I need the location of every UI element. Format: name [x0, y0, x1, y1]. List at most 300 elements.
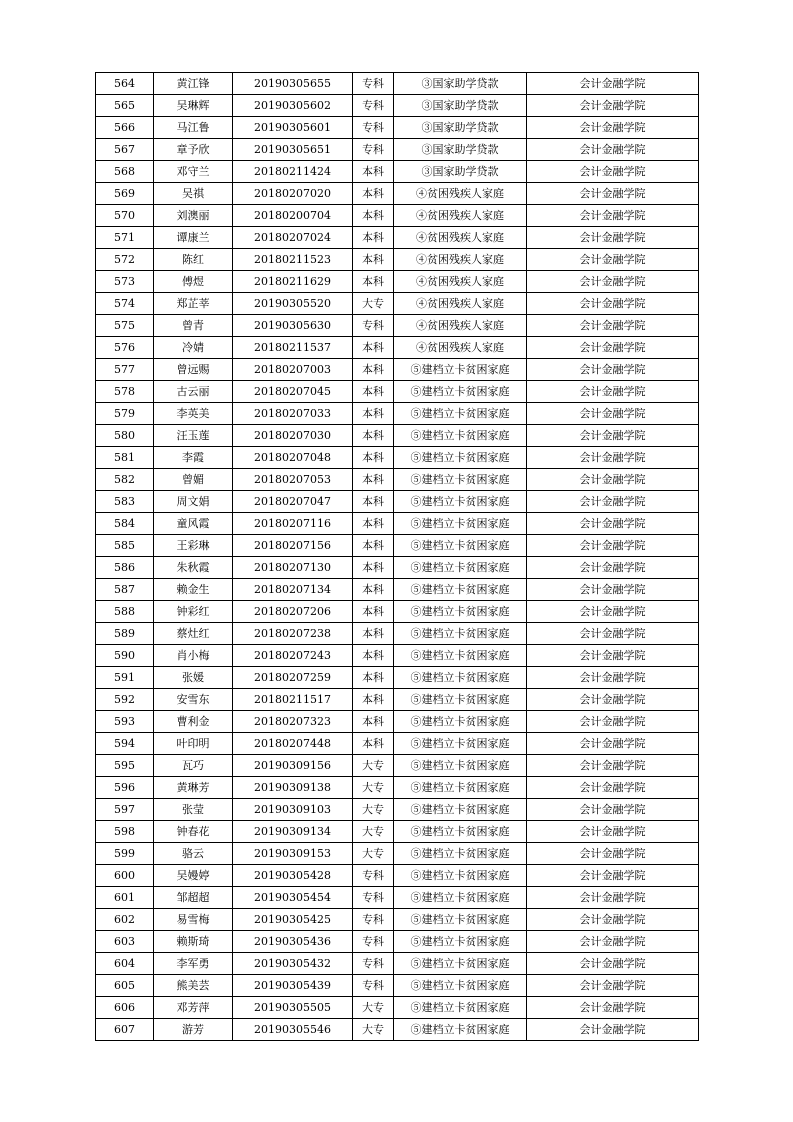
index-cell: 590	[96, 645, 154, 667]
college-cell: 会计金融学院	[527, 975, 699, 997]
college-cell: 会计金融学院	[527, 667, 699, 689]
name-cell: 曾远赐	[154, 359, 233, 381]
index-cell: 565	[96, 95, 154, 117]
student-id-cell: 20190309156	[233, 755, 353, 777]
level-cell: 本科	[353, 469, 394, 491]
category-cell: ④贫困残疾人家庭	[394, 271, 527, 293]
name-cell: 王彩琳	[154, 535, 233, 557]
level-cell: 本科	[353, 623, 394, 645]
level-cell: 大专	[353, 997, 394, 1019]
name-cell: 马江鲁	[154, 117, 233, 139]
category-cell: ⑤建档立卡贫困家庭	[394, 975, 527, 997]
index-cell: 564	[96, 73, 154, 95]
category-cell: ④贫困残疾人家庭	[394, 183, 527, 205]
college-cell: 会计金融学院	[527, 645, 699, 667]
index-cell: 585	[96, 535, 154, 557]
student-id-cell: 20180207030	[233, 425, 353, 447]
level-cell: 本科	[353, 249, 394, 271]
student-id-cell: 20190305655	[233, 73, 353, 95]
category-cell: ⑤建档立卡贫困家庭	[394, 931, 527, 953]
name-cell: 陈红	[154, 249, 233, 271]
level-cell: 专科	[353, 139, 394, 161]
category-cell: ③国家助学贷款	[394, 73, 527, 95]
index-cell: 573	[96, 271, 154, 293]
name-cell: 刘澳丽	[154, 205, 233, 227]
index-cell: 599	[96, 843, 154, 865]
level-cell: 专科	[353, 931, 394, 953]
level-cell: 大专	[353, 821, 394, 843]
index-cell: 580	[96, 425, 154, 447]
table-row	[96, 139, 699, 161]
table-row	[96, 711, 699, 733]
student-id-cell: 20180207130	[233, 557, 353, 579]
level-cell: 本科	[353, 579, 394, 601]
college-cell: 会计金融学院	[527, 931, 699, 953]
name-cell: 谭康兰	[154, 227, 233, 249]
level-cell: 本科	[353, 403, 394, 425]
name-cell: 郑芷莘	[154, 293, 233, 315]
college-cell: 会计金融学院	[527, 777, 699, 799]
index-cell: 572	[96, 249, 154, 271]
college-cell: 会计金融学院	[527, 73, 699, 95]
college-cell: 会计金融学院	[527, 953, 699, 975]
category-cell: ③国家助学贷款	[394, 117, 527, 139]
college-cell: 会计金融学院	[527, 601, 699, 623]
name-cell: 汪玉莲	[154, 425, 233, 447]
level-cell: 本科	[353, 557, 394, 579]
student-id-cell: 20190305602	[233, 95, 353, 117]
student-id-cell: 20190305546	[233, 1019, 353, 1041]
level-cell: 大专	[353, 799, 394, 821]
level-cell: 专科	[353, 953, 394, 975]
index-cell: 593	[96, 711, 154, 733]
name-cell: 曾青	[154, 315, 233, 337]
student-id-cell: 20190305436	[233, 931, 353, 953]
table-row	[96, 755, 699, 777]
student-id-cell: 20180207156	[233, 535, 353, 557]
index-cell: 579	[96, 403, 154, 425]
category-cell: ⑤建档立卡贫困家庭	[394, 469, 527, 491]
name-cell: 叶印明	[154, 733, 233, 755]
student-id-cell: 20190305651	[233, 139, 353, 161]
college-cell: 会计金融学院	[527, 359, 699, 381]
name-cell: 傅煜	[154, 271, 233, 293]
college-cell: 会计金融学院	[527, 799, 699, 821]
college-cell: 会计金融学院	[527, 733, 699, 755]
student-id-cell: 20190305425	[233, 909, 353, 931]
level-cell: 本科	[353, 205, 394, 227]
student-id-cell: 20180207048	[233, 447, 353, 469]
name-cell: 张媛	[154, 667, 233, 689]
name-cell: 冷婧	[154, 337, 233, 359]
name-cell: 吴琳辉	[154, 95, 233, 117]
student-id-cell: 20180211629	[233, 271, 353, 293]
table-row	[96, 997, 699, 1019]
name-cell: 肖小梅	[154, 645, 233, 667]
table-row	[96, 447, 699, 469]
student-id-cell: 20180207053	[233, 469, 353, 491]
table-row	[96, 645, 699, 667]
category-cell: ⑤建档立卡贫困家庭	[394, 513, 527, 535]
category-cell: ⑤建档立卡贫困家庭	[394, 403, 527, 425]
index-cell: 597	[96, 799, 154, 821]
name-cell: 赖斯琦	[154, 931, 233, 953]
index-cell: 587	[96, 579, 154, 601]
name-cell: 骆云	[154, 843, 233, 865]
college-cell: 会计金融学院	[527, 909, 699, 931]
student-id-cell: 20180207238	[233, 623, 353, 645]
name-cell: 曾媚	[154, 469, 233, 491]
college-cell: 会计金融学院	[527, 491, 699, 513]
name-cell: 钟春花	[154, 821, 233, 843]
table-row	[96, 381, 699, 403]
category-cell: ⑤建档立卡贫困家庭	[394, 909, 527, 931]
index-cell: 604	[96, 953, 154, 975]
category-cell: ④贫困残疾人家庭	[394, 205, 527, 227]
name-cell: 李军勇	[154, 953, 233, 975]
index-cell: 592	[96, 689, 154, 711]
name-cell: 吴祺	[154, 183, 233, 205]
level-cell: 本科	[353, 183, 394, 205]
student-id-cell: 20180207323	[233, 711, 353, 733]
category-cell: ⑤建档立卡贫困家庭	[394, 601, 527, 623]
level-cell: 专科	[353, 887, 394, 909]
index-cell: 578	[96, 381, 154, 403]
index-cell: 601	[96, 887, 154, 909]
table-row	[96, 315, 699, 337]
level-cell: 专科	[353, 117, 394, 139]
college-cell: 会计金融学院	[527, 293, 699, 315]
index-cell: 598	[96, 821, 154, 843]
college-cell: 会计金融学院	[527, 95, 699, 117]
table-row	[96, 271, 699, 293]
table-row	[96, 425, 699, 447]
index-cell: 607	[96, 1019, 154, 1041]
name-cell: 熊美芸	[154, 975, 233, 997]
level-cell: 本科	[353, 337, 394, 359]
index-cell: 603	[96, 931, 154, 953]
level-cell: 本科	[353, 161, 394, 183]
category-cell: ⑤建档立卡贫困家庭	[394, 645, 527, 667]
table-row	[96, 183, 699, 205]
student-id-cell: 20190305439	[233, 975, 353, 997]
table-row	[96, 469, 699, 491]
college-cell: 会计金融学院	[527, 821, 699, 843]
college-cell: 会计金融学院	[527, 337, 699, 359]
name-cell: 瓦巧	[154, 755, 233, 777]
table-row	[96, 337, 699, 359]
table-row	[96, 601, 699, 623]
category-cell: ⑤建档立卡贫困家庭	[394, 1019, 527, 1041]
category-cell: ⑤建档立卡贫困家庭	[394, 733, 527, 755]
category-cell: ⑤建档立卡贫困家庭	[394, 689, 527, 711]
level-cell: 本科	[353, 645, 394, 667]
student-id-cell: 20180200704	[233, 205, 353, 227]
college-cell: 会计金融学院	[527, 579, 699, 601]
student-id-cell: 20190309103	[233, 799, 353, 821]
index-cell: 581	[96, 447, 154, 469]
name-cell: 周文娟	[154, 491, 233, 513]
college-cell: 会计金融学院	[527, 205, 699, 227]
table-row	[96, 557, 699, 579]
college-cell: 会计金融学院	[527, 403, 699, 425]
college-cell: 会计金融学院	[527, 513, 699, 535]
category-cell: ③国家助学贷款	[394, 95, 527, 117]
student-id-cell: 20180207243	[233, 645, 353, 667]
index-cell: 576	[96, 337, 154, 359]
college-cell: 会计金融学院	[527, 161, 699, 183]
name-cell: 曹利金	[154, 711, 233, 733]
category-cell: ④贫困残疾人家庭	[394, 227, 527, 249]
category-cell: ⑤建档立卡贫困家庭	[394, 491, 527, 513]
table-body	[96, 73, 699, 1041]
category-cell: ④贫困残疾人家庭	[394, 293, 527, 315]
name-cell: 安雪东	[154, 689, 233, 711]
table-row	[96, 953, 699, 975]
name-cell: 朱秋霞	[154, 557, 233, 579]
table-row	[96, 975, 699, 997]
category-cell: ⑤建档立卡贫困家庭	[394, 667, 527, 689]
category-cell: ⑤建档立卡贫困家庭	[394, 623, 527, 645]
student-id-cell: 20190305505	[233, 997, 353, 1019]
index-cell: 568	[96, 161, 154, 183]
level-cell: 本科	[353, 271, 394, 293]
level-cell: 专科	[353, 73, 394, 95]
student-id-cell: 20180211537	[233, 337, 353, 359]
level-cell: 大专	[353, 777, 394, 799]
college-cell: 会计金融学院	[527, 469, 699, 491]
index-cell: 600	[96, 865, 154, 887]
level-cell: 大专	[353, 755, 394, 777]
table-row	[96, 205, 699, 227]
category-cell: ③国家助学贷款	[394, 161, 527, 183]
level-cell: 本科	[353, 733, 394, 755]
name-cell: 邹超超	[154, 887, 233, 909]
table-row	[96, 535, 699, 557]
index-cell: 566	[96, 117, 154, 139]
name-cell: 黄琳芳	[154, 777, 233, 799]
table-row	[96, 777, 699, 799]
table-row	[96, 95, 699, 117]
college-cell: 会计金融学院	[527, 887, 699, 909]
student-id-cell: 20190305630	[233, 315, 353, 337]
level-cell: 专科	[353, 909, 394, 931]
college-cell: 会计金融学院	[527, 183, 699, 205]
category-cell: ③国家助学贷款	[394, 139, 527, 161]
index-cell: 605	[96, 975, 154, 997]
college-cell: 会计金融学院	[527, 249, 699, 271]
category-cell: ④贫困残疾人家庭	[394, 249, 527, 271]
name-cell: 李英美	[154, 403, 233, 425]
name-cell: 邓守兰	[154, 161, 233, 183]
college-cell: 会计金融学院	[527, 711, 699, 733]
level-cell: 大专	[353, 293, 394, 315]
table-row	[96, 689, 699, 711]
name-cell: 童风霞	[154, 513, 233, 535]
table-row	[96, 227, 699, 249]
college-cell: 会计金融学院	[527, 117, 699, 139]
college-cell: 会计金融学院	[527, 535, 699, 557]
category-cell: ⑤建档立卡贫困家庭	[394, 381, 527, 403]
index-cell: 575	[96, 315, 154, 337]
name-cell: 蔡灶红	[154, 623, 233, 645]
index-cell: 567	[96, 139, 154, 161]
student-id-cell: 20180207116	[233, 513, 353, 535]
college-cell: 会计金融学院	[527, 139, 699, 161]
table-row	[96, 293, 699, 315]
table-row	[96, 359, 699, 381]
level-cell: 本科	[353, 711, 394, 733]
college-cell: 会计金融学院	[527, 843, 699, 865]
index-cell: 577	[96, 359, 154, 381]
student-id-cell: 20180207045	[233, 381, 353, 403]
category-cell: ⑤建档立卡贫困家庭	[394, 535, 527, 557]
table-row	[96, 623, 699, 645]
table-row	[96, 117, 699, 139]
college-cell: 会计金融学院	[527, 425, 699, 447]
name-cell: 赖金生	[154, 579, 233, 601]
name-cell: 古云丽	[154, 381, 233, 403]
index-cell: 596	[96, 777, 154, 799]
student-id-cell: 20190309134	[233, 821, 353, 843]
table-row	[96, 513, 699, 535]
college-cell: 会计金融学院	[527, 623, 699, 645]
category-cell: ⑤建档立卡贫困家庭	[394, 887, 527, 909]
student-id-cell: 20180207003	[233, 359, 353, 381]
name-cell: 吴嫚婷	[154, 865, 233, 887]
index-cell: 583	[96, 491, 154, 513]
category-cell: ⑤建档立卡贫困家庭	[394, 711, 527, 733]
category-cell: ⑤建档立卡贫困家庭	[394, 557, 527, 579]
index-cell: 582	[96, 469, 154, 491]
name-cell: 张莹	[154, 799, 233, 821]
category-cell: ⑤建档立卡贫困家庭	[394, 755, 527, 777]
table-row	[96, 579, 699, 601]
level-cell: 专科	[353, 95, 394, 117]
student-id-cell: 20180207047	[233, 491, 353, 513]
level-cell: 本科	[353, 689, 394, 711]
level-cell: 本科	[353, 227, 394, 249]
table-row	[96, 73, 699, 95]
student-id-cell: 20190305520	[233, 293, 353, 315]
level-cell: 专科	[353, 865, 394, 887]
table-row	[96, 909, 699, 931]
category-cell: ⑤建档立卡贫困家庭	[394, 447, 527, 469]
level-cell: 本科	[353, 513, 394, 535]
category-cell: ⑤建档立卡贫困家庭	[394, 843, 527, 865]
table-row	[96, 821, 699, 843]
name-cell: 钟彩红	[154, 601, 233, 623]
name-cell: 易雪梅	[154, 909, 233, 931]
college-cell: 会计金融学院	[527, 865, 699, 887]
category-cell: ⑤建档立卡贫困家庭	[394, 799, 527, 821]
college-cell: 会计金融学院	[527, 1019, 699, 1041]
index-cell: 595	[96, 755, 154, 777]
student-id-cell: 20180207024	[233, 227, 353, 249]
category-cell: ⑤建档立卡贫困家庭	[394, 425, 527, 447]
index-cell: 571	[96, 227, 154, 249]
table-row	[96, 491, 699, 513]
college-cell: 会计金融学院	[527, 315, 699, 337]
level-cell: 本科	[353, 447, 394, 469]
level-cell: 本科	[353, 601, 394, 623]
category-cell: ⑤建档立卡贫困家庭	[394, 821, 527, 843]
level-cell: 大专	[353, 1019, 394, 1041]
student-id-cell: 20180207259	[233, 667, 353, 689]
level-cell: 本科	[353, 491, 394, 513]
name-cell: 章予欣	[154, 139, 233, 161]
category-cell: ⑤建档立卡贫困家庭	[394, 359, 527, 381]
index-cell: 594	[96, 733, 154, 755]
college-cell: 会计金融学院	[527, 271, 699, 293]
table-row	[96, 161, 699, 183]
name-cell: 黄江锋	[154, 73, 233, 95]
table-row	[96, 799, 699, 821]
student-id-cell: 20190305454	[233, 887, 353, 909]
category-cell: ④贫困残疾人家庭	[394, 315, 527, 337]
name-cell: 邓芳萍	[154, 997, 233, 1019]
name-cell: 游芳	[154, 1019, 233, 1041]
student-id-cell: 20180211523	[233, 249, 353, 271]
table-row	[96, 1019, 699, 1041]
table-row	[96, 249, 699, 271]
index-cell: 606	[96, 997, 154, 1019]
college-cell: 会计金融学院	[527, 557, 699, 579]
index-cell: 570	[96, 205, 154, 227]
level-cell: 本科	[353, 535, 394, 557]
index-cell: 602	[96, 909, 154, 931]
college-cell: 会计金融学院	[527, 689, 699, 711]
college-cell: 会计金融学院	[527, 227, 699, 249]
category-cell: ④贫困残疾人家庭	[394, 337, 527, 359]
index-cell: 584	[96, 513, 154, 535]
student-id-cell: 20190309138	[233, 777, 353, 799]
index-cell: 574	[96, 293, 154, 315]
student-id-cell: 20180207134	[233, 579, 353, 601]
index-cell: 569	[96, 183, 154, 205]
student-id-cell: 20190309153	[233, 843, 353, 865]
college-cell: 会计金融学院	[527, 381, 699, 403]
level-cell: 专科	[353, 975, 394, 997]
level-cell: 专科	[353, 315, 394, 337]
table-row	[96, 865, 699, 887]
table-row	[96, 733, 699, 755]
level-cell: 大专	[353, 843, 394, 865]
index-cell: 588	[96, 601, 154, 623]
category-cell: ⑤建档立卡贫困家庭	[394, 777, 527, 799]
student-id-cell: 20190305428	[233, 865, 353, 887]
category-cell: ⑤建档立卡贫困家庭	[394, 997, 527, 1019]
college-cell: 会计金融学院	[527, 755, 699, 777]
level-cell: 本科	[353, 667, 394, 689]
table-row	[96, 667, 699, 689]
name-cell: 李霞	[154, 447, 233, 469]
student-id-cell: 20180211517	[233, 689, 353, 711]
table-row	[96, 403, 699, 425]
college-cell: 会计金融学院	[527, 447, 699, 469]
student-id-cell: 20180207020	[233, 183, 353, 205]
category-cell: ⑤建档立卡贫困家庭	[394, 953, 527, 975]
level-cell: 本科	[353, 359, 394, 381]
category-cell: ⑤建档立卡贫困家庭	[394, 865, 527, 887]
table-row	[96, 843, 699, 865]
index-cell: 589	[96, 623, 154, 645]
table-row	[96, 931, 699, 953]
table-row	[96, 887, 699, 909]
student-id-cell: 20180207448	[233, 733, 353, 755]
student-id-cell: 20190305432	[233, 953, 353, 975]
level-cell: 本科	[353, 381, 394, 403]
